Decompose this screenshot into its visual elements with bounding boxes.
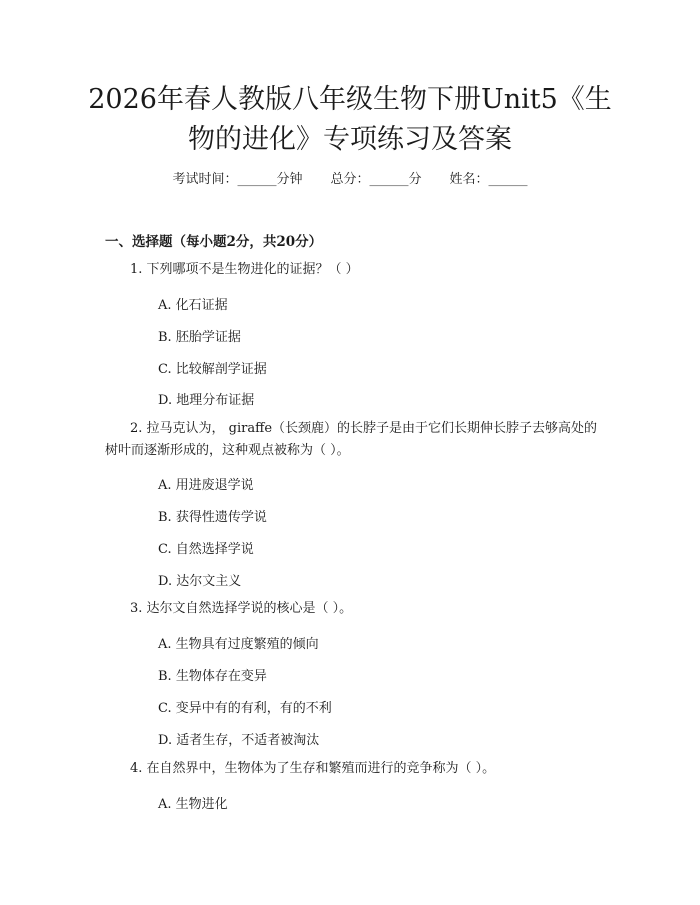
q3-option-b: B. 生物体存在变异 [158,669,267,684]
q3-option-d: D. 适者生存，不适者被淘汰 [158,733,320,748]
q2-option-c: C. 自然选择学说 [158,542,254,557]
exam-total-score: 总分：______分 [330,172,422,187]
exam-time: 考试时间：______分钟 [172,172,303,187]
question-4: 4. 在自然界中，生物体为了生存和繁殖而进行的竞争称为（ ）。 [130,761,496,776]
q1-option-c: C. 比较解剖学证据 [158,362,267,377]
q2-option-d: D. 达尔文主义 [158,574,242,589]
document-title [80,80,620,160]
q1-option-a: A. 化石证据 [158,298,228,313]
question-2: 2. 拉马克认为， giraffe（长颈鹿）的长脖子是由于它们长期伸长脖子去够高处的树叶而逐渐形成的，这种观点被称为（ ）。 [105,421,598,458]
q4-option-a: A. 生物进化 [158,797,228,812]
q2-option-a: A. 用进废退学说 [158,478,254,493]
q2-option-b: B. 获得性遗传学说 [158,510,267,525]
section-heading: 一、选择题（每小题2分，共20分） [105,234,323,250]
q3-option-c: C. 变异中有的有利，有的不利 [158,701,332,716]
question-3: 3. 达尔文自然选择学说的核心是（ ）。 [130,601,353,616]
q1-option-b: B. 胚胎学证据 [158,330,241,345]
q3-option-a: A. 生物具有过度繁殖的倾向 [158,637,319,652]
exam-meta [0,168,700,187]
exam-name-field: 姓名：______ [449,172,528,187]
title-line-1: 2026年春人教版八年级生物下册Unit5《生 [88,84,612,115]
q1-option-d: D. 地理分布证据 [158,393,255,408]
question-1: 1. 下列哪项不是生物进化的证据？（ ） [130,262,359,277]
title-line-2: 物的进化》专项练习及答案 [188,124,512,155]
